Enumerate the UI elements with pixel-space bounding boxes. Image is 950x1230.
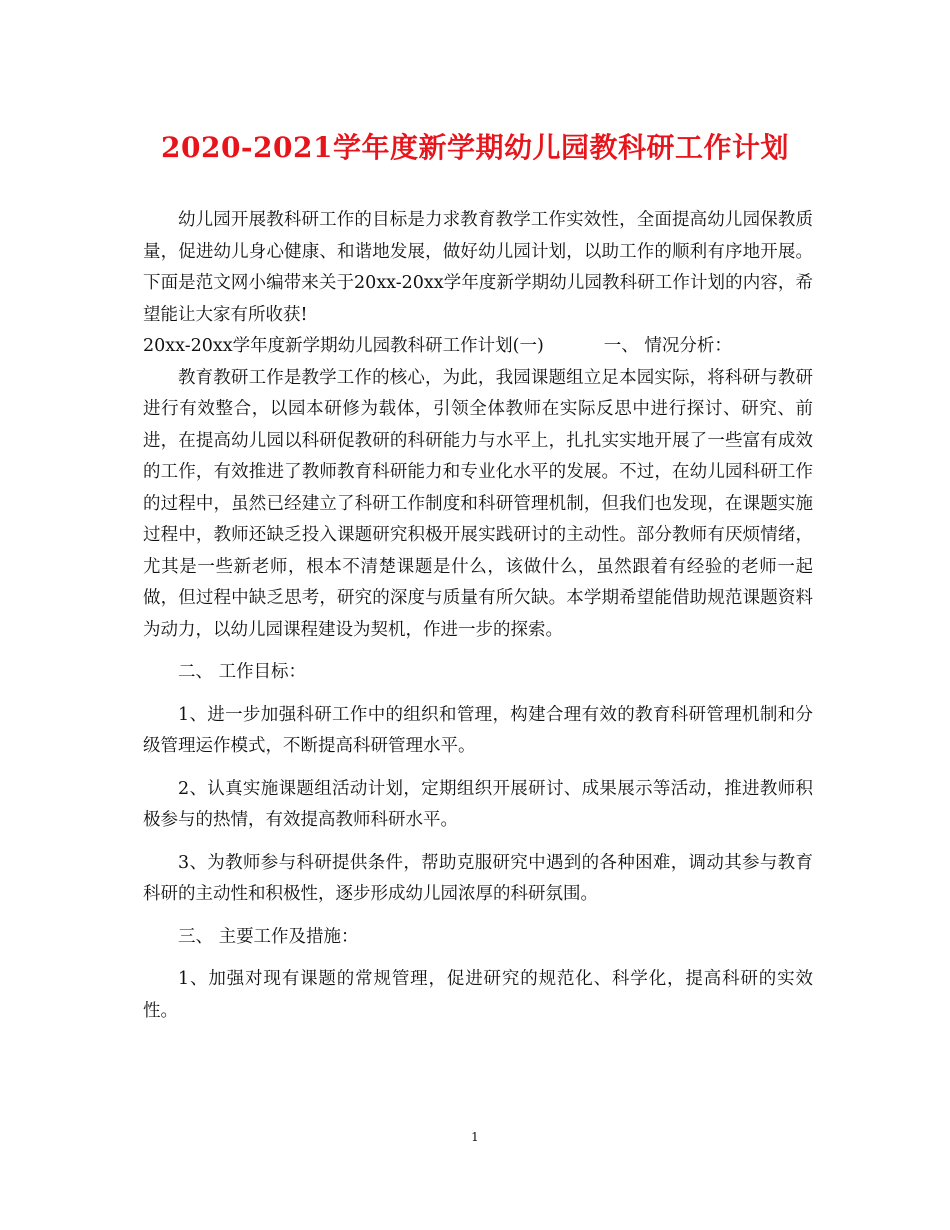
section2-heading: 二、 工作目标：	[178, 662, 307, 682]
plan-heading: 20xx-20xx学年度新学期幼儿园教科研工作计划(一)	[143, 336, 544, 356]
document-body	[143, 205, 813, 1027]
measure-item-1: 1、加强对现有课题的常规管理，促进研究的规范化、科学化，提高科研的实效性。	[143, 969, 813, 1021]
section1-paragraph: 教育教研工作是教学工作的核心，为此，我园课题组立足本园实际，将科研与教研进行有效整合，以园本研修为载体，引领全体教师在实际反思中进行探讨、研究、前进，在提高幼儿园以科研促教研的科研能力与水平上，扎扎实实地开展了一些富有成效的工作，有效推进了教师教育科研能力和专业化水平的发展。不过，在幼儿园科研工作的过程中，虽然已经建立了科研工作制度和科研管理机制，但我们也发现，在课题实施过程中，教师还缺乏投入课题研究积极开展实践研讨的主动性。部分教师有厌烦情绪，尤其是一些新老师，根本不清楚课题是什么，该做什么，虽然跟着有经验的老师一起做，但过程中缺乏思考，研究的深度与质量有所欠缺。本学期希望能借助规范课题资料为动力，以幼儿园课程建设为契机，作进一步的探索。	[143, 367, 813, 640]
plan-heading-line	[143, 331, 813, 363]
section3-heading: 三、 主要工作及措施：	[178, 926, 359, 947]
goal-item-1: 1、进一步加强科研工作中的组织和管理，构建合理有效的教育科研管理机制和分级管理运作模式，不断提高科研管理水平。	[143, 704, 813, 756]
section1-heading: 一、 情况分析：	[603, 336, 732, 356]
goal-item-2: 2、认真实施课题组活动计划，定期组织开展研讨、成果展示等活动，推进教师积极参与的热情，有效提高教师科研水平。	[143, 778, 813, 830]
page-number: 1	[471, 1130, 479, 1144]
intro-paragraph: 幼儿园开展教科研工作的目标是力求教育教学工作实效性，全面提高幼儿园保教质量，促进幼儿身心健康、和谐地发展，做好幼儿园计划，以助工作的顺利有序地开展。下面是范文网小编带来关于20xx-20xx学年度新学期幼儿园教科研工作计划的内容，希望能让大家有所收获!	[143, 210, 813, 325]
document-title: 2020-2021学年度新学期幼儿园教科研工作计划	[161, 131, 789, 164]
goal-item-3: 3、为教师参与科研提供条件，帮助克服研究中遇到的各种困难，调动其参与教育科研的主动性和积极性，逐步形成幼儿园浓厚的科研氛围。	[143, 852, 813, 904]
